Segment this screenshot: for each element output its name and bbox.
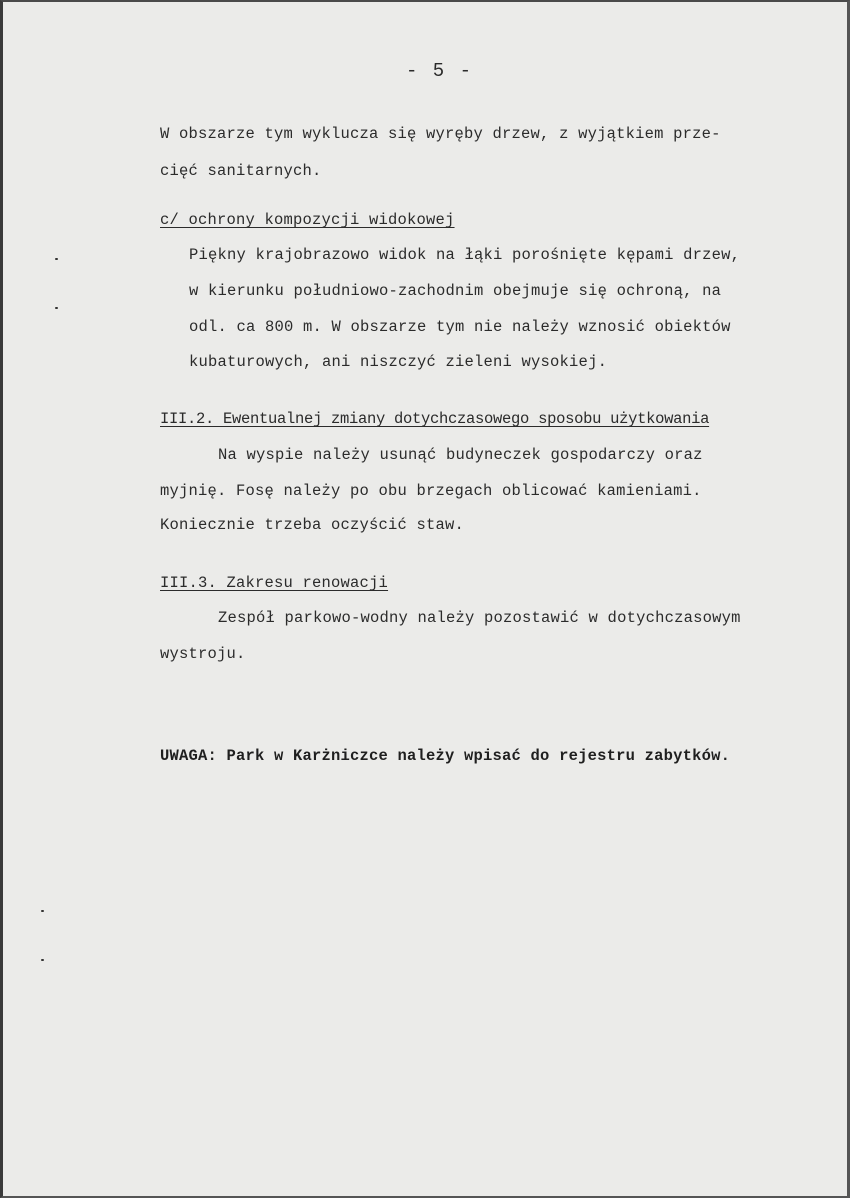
punch-mark <box>55 307 58 309</box>
note-uwaga: UWAGA: Park w Karżniczce należy wpisać do rejestru zabytków. <box>160 747 731 765</box>
section-3-2-heading: III.2. Ewentualnej zmiany dotychczasowego sposobu użytkowania <box>160 410 710 428</box>
section-3-2-line-1: Na wyspie należy usunąć budyneczek gospodarczy oraz <box>218 446 703 464</box>
section-3-3-line-1: Zespół parkowo-wodny należy pozostawić w dotychczasowym <box>218 609 741 627</box>
section-c-line-2: w kierunku południowo-zachodnim obejmuje się ochroną, na <box>189 282 722 300</box>
punch-mark <box>41 959 44 961</box>
section-3-3-line-2: wystroju. <box>160 645 246 663</box>
section-3-3-heading: III.3. Zakresu renowacji <box>160 574 389 592</box>
punch-mark <box>41 910 44 912</box>
section-c-line-3: odl. ca 800 m. W obszarze tym nie należy wznosić obiektów <box>189 318 731 336</box>
page-number: - 5 - <box>406 60 474 82</box>
section-c-line-1: Piękny krajobrazowo widok na łąki porośnięte kępami drzew, <box>189 246 741 264</box>
section-3-2-line-2: myjnię. Fosę należy po obu brzegach oblicować kamieniami. <box>160 482 702 500</box>
intro-line-1: W obszarze tym wyklucza się wyręby drzew, z wyjątkiem prze- <box>160 125 721 143</box>
section-c-line-4: kubaturowych, ani niszczyć zieleni wysokiej. <box>189 353 608 371</box>
section-c-heading: c/ ochrony kompozycji widokowej <box>160 211 455 229</box>
punch-mark <box>55 258 58 260</box>
intro-line-2: cięć sanitarnych. <box>160 162 322 180</box>
section-3-2-line-3: Koniecznie trzeba oczyścić staw. <box>160 516 465 534</box>
